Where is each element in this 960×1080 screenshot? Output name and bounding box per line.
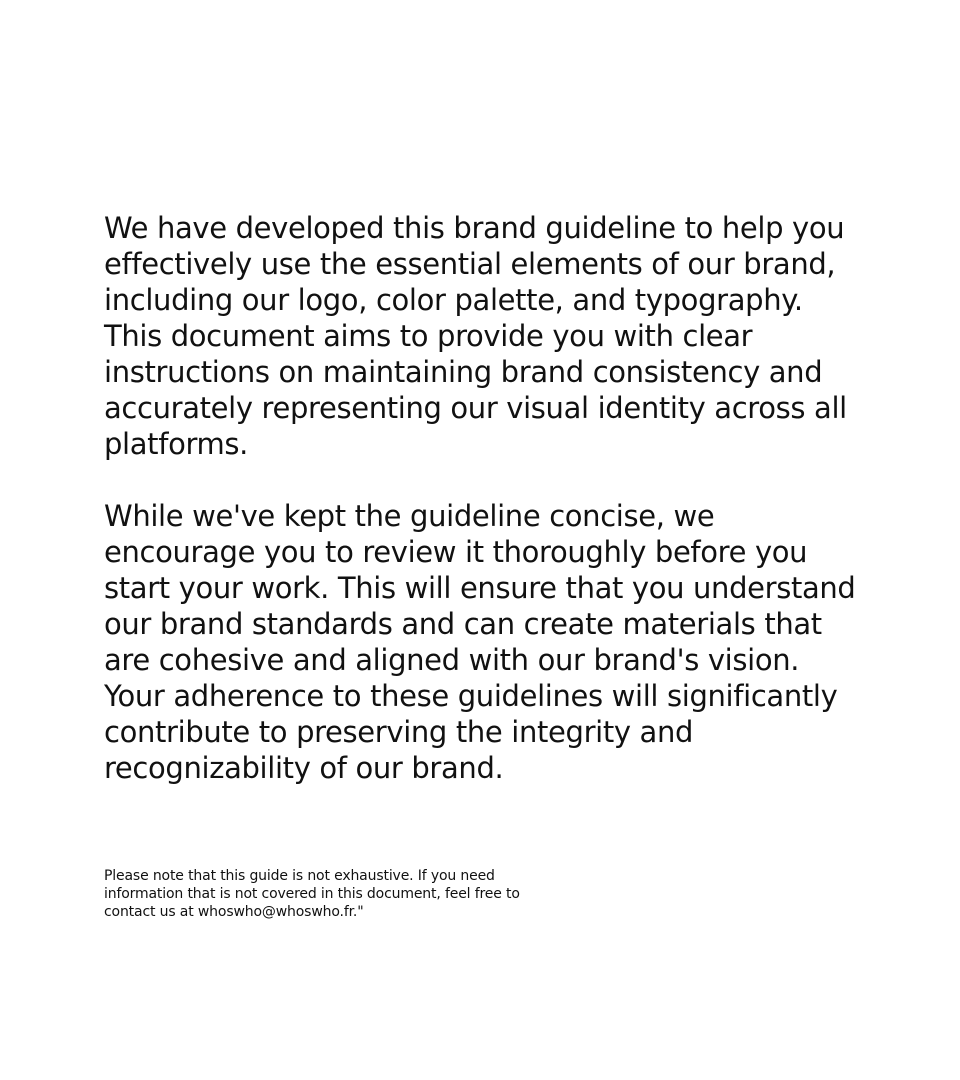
guideline-intro [104,210,864,786]
contact-note: Please note that this guide is not exhaustive. If you need information that is not covered in this document, feel free to contact us at whoswho@whoswho.fr." [104,868,520,920]
intro-paragraph-2: While we've kept the guideline concise, we encourage you to review it thoroughly before you start your work. This will ensure that you understand our brand standards and can create materials that are cohesive and aligned with our brand's vision. Your adherence to these guidelines will significantly contribute to preserving the integrity and recognizability of our brand. [104,499,856,785]
intro-paragraph-1: We have developed this brand guideline to help you effectively use the essential elements of our brand, including our logo, color palette, and typography. This document aims to provide you with clear instructions on maintaining brand consistency and accurately representing our visual identity across all platforms. [104,211,847,461]
